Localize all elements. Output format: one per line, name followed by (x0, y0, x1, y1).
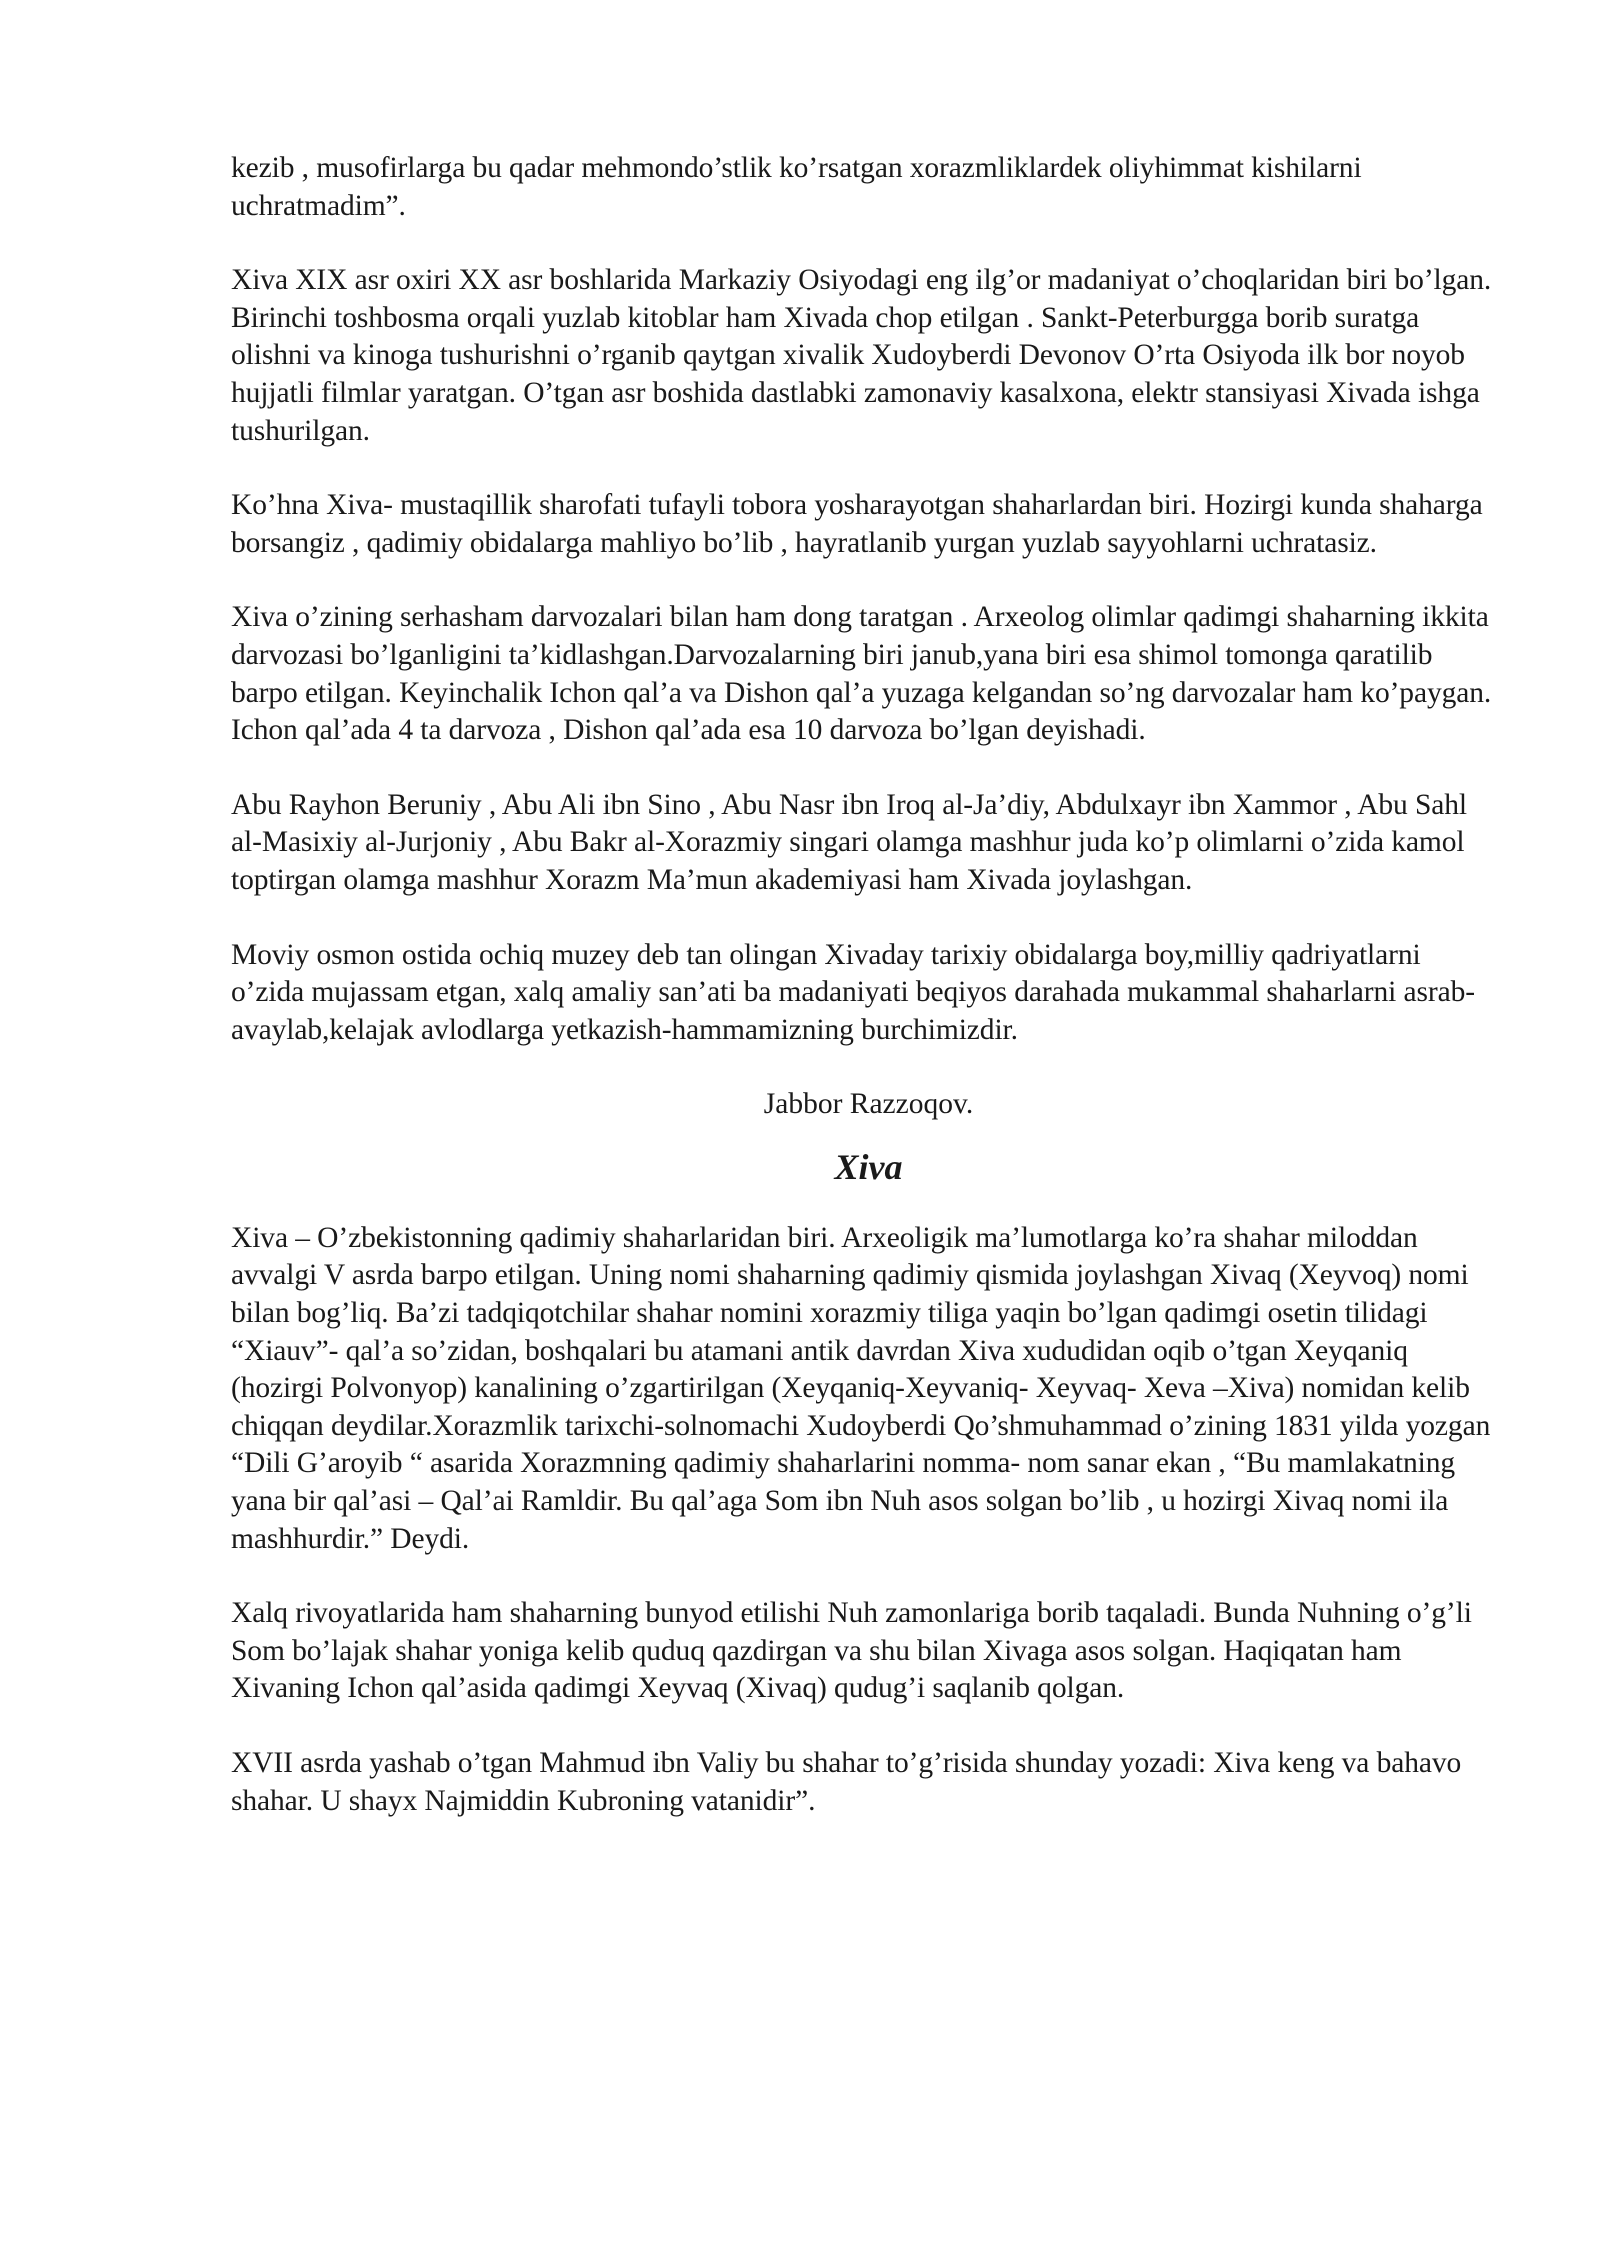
paragraph-mahmud-ibn-valiy: XVII asrda yashab o’tgan Mahmud ibn Valiy bu shahar to’g’risida shunday yozadi: Xiva keng va bahavo shahar. U shayx Najmiddin Kubroning vatanidir”. (231, 1747, 1462, 1817)
paragraph-hospitality-quote: kezib , musofirlarga bu qadar mehmondo’stlik ko’rsatgan xorazmliklardek oliyhimmat kishilarni uchratmadim”. (231, 152, 1362, 222)
paragraph-open-air-museum: Moviy osmon ostida ochiq muzey deb tan olingan Xivaday tarixiy obidalarga boy,milliy qadriyatlarni o’zida mujassam etgan, xalq amaliy san’ati ba madaniyati beqiyos darahada mukammal shaharlarni asrab-avaylab,kelajak avlodlarga yetkazish-hammamizning burchimizdir. (231, 938, 1476, 1046)
section-title: Xiva (834, 1146, 903, 1187)
paragraph-ancient-khiva: Ko’hna Xiva- mustaqillik sharofati tufayli tobora yosharayotgan shaharlardan biri. Hozirgi kunda shaharga borsangiz , qadimiy obidalarga mahliyo bo’lib , hayratlanib yurgan yuzlab sayyohlarni uchratasiz. (231, 489, 1483, 559)
author-signature: Jabbor Razzoqov. (763, 1088, 974, 1121)
paragraph-mamun-academy: Abu Rayhon Beruniy , Abu Ali ibn Sino , Abu Nasr ibn Iroq al-Ja’diy, Abdulxayr ibn Xammor , Abu Sahl al-Masixiy al-Jurjoniy , Abu Bakr al-Xorazmiy singari olamga mashhur juda ko’p olimlarni o’zida kamol toptirgan olamga mashhur Xorazm Ma’mun akademiyasi ham Xivada joylashgan. (231, 788, 1468, 896)
paragraph-city-origin: Xiva – O’zbekistonning qadimiy shaharlaridan biri. Arxeoligik ma’lumotlarga ko’ra shahar miloddan avvalgi V asrda barpo etilgan. Uning nomi shaharning qadimiy qismida joylashgan Xivaq (Xeyvoq) nomi bilan bog’liq. Ba’zi tadqiqotchilar shahar nomini xorazmiy tiliga yaqin bo’lgan qadimgi osetin tilidagi “Xiauv”- qal’a so’zidan, boshqalari bu atamani antik davrdan Xiva xududidan oqib o’tgan Xeyqaniq (hozirgi Polvonyop) kanalining o’zgartirilgan (Xeyqaniq-Xeyvaniq- Xeyvaq- Xeva –Xiva) nomidan kelib chiqqan deydilar.Xorazmlik tarixchi-solnomachi Xudoyberdi Qo’shmuhammad o’zining 1831 yilda yozgan “Dili G’aroyib “ asarida Xorazmning qadimiy shaharlarini nomma- nom sanar ekan , “Bu mamlakatning yana bir qal’asi – Qal’ai Ramldir. Bu qal’aga Som ibn Nuh asos solgan bo’lib , u hozirgi Xivaq nomi ila mashhurdir.” Deydi. (231, 1221, 1491, 1555)
paragraph-city-gates: Xiva o’zining serhasham darvozalari bilan ham dong taratgan . Arxeolog olimlar qadimgi shaharning ikkita darvozasi bo’lganligini ta’kidlashgan.Darvozalarning biri janub,yana biri esa shimol tomonga qaratilib barpo etilgan. Keyinchalik Ichon qal’a va Dishon qal’a yuzaga kelgandan so’ng darvozalar ham ko’paygan. Ichon qal’ada 4 ta darvoza , Dishon qal’ada esa 10 darvoza bo’lgan deyishadi. (231, 601, 1492, 747)
document-page (231, 150, 1496, 1857)
paragraph-cultural-center: Xiva XIX asr oxiri XX asr boshlarida Markaziy Osiyodagi eng ilg’or madaniyat o’choqlaridan biri bo’lgan. Birinchi toshbosma orqali yuzlab kitoblar ham Xivada chop etilgan . Sankt-Peterburgga borib suratga olishni va kinoga tushurishni o’rganib qaytgan xivalik Xudoyberdi Devonov O’rta Osiyoda ilk bor noyob hujjatli filmlar yaratgan. O’tgan asr boshida dastlabki zamonaviy kasalxona, elektr stansiyasi Xivada ishga tushurilgan. (231, 264, 1492, 447)
paragraph-folk-legends: Xalq rivoyatlarida ham shaharning bunyod etilishi Nuh zamonlariga borib taqaladi. Bunda Nuhning o’g’li Som bo’lajak shahar yoniga kelib quduq qazdirgan va shu bilan Xivaga asos solgan. Haqiqatan ham Xivaning Ichon qal’asida qadimgi Xeyvaq (Xivaq) qudug’i saqlanib qolgan. (231, 1597, 1472, 1705)
